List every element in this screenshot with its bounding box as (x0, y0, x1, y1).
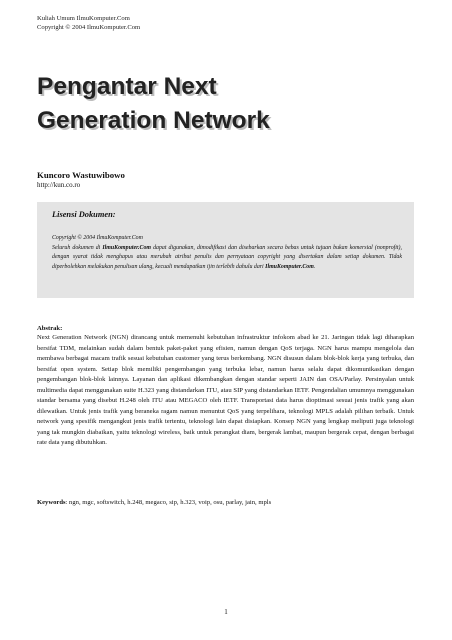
license-body-1: Seluruh dokumen di (52, 244, 103, 251)
license-text (52, 234, 402, 272)
license-box (37, 202, 414, 298)
license-brand: IlmuKomputer.Com (102, 244, 151, 251)
header-line-2: Copyright © 2004 IlmuKomputer.Com (37, 24, 141, 31)
running-header (37, 14, 140, 32)
abstract-text: Next Generation Network (NGN) dirancang untuk memenuhi kebutuhan infrastruktur infokom abad ke 21. Jaringan tidak lagi diharapkan bersifat TDM, melainkan sudah dalam bentuk paket-paket yang efisien, namun dengan QoS terjaga. NGN harus mampu mengelola dan membawa berbagai macam trafik sesuai kebutuhan customer yang terus berkembang. NGN disusun dalam blok-blok kerja yang terbuka, dan bersifat open system. Setiap blok memiliki pengembangan yang terbuka lebar, namun harus selalu dapat dikomunikasikan dengan pengembangan blok-blok lainnya. Layanan dan aplikasi dikembangkan dengan standar seperti JAIN dan OSA/Parlay. Persinyalan untuk multimedia dapat menggunakan suite H.323 yang distandarkan ITU, atau SIP yang distandarkan IETF. Pengendalian umumnya menggunakan standar bersama yang disebut H.248 oleh ITU atau MEGACO oleh IETF. Transportasi data harus dioptimasi sesuai jenis trafik yang akan dilewatkan. Untuk jenis trafik yang beraneka ragam namun menuntut QoS yang terpelihara, teknologi MPLS adalah pilihan terbaik. Untuk network yang spesifik mengangkut jenis trafik tertentu, teknologi lain dapat disiapkan. Konsep NGN yang lengkap meliputi juga teknologi yang tak mungkin diabaikan, yaitu teknologi wireless, baik untuk perangkat diam, bergerak lambat, maupun bergerak cepat, dengan berbagai rate data yang dibutuhkan. (37, 334, 414, 447)
keywords-label: Keywords (37, 499, 66, 506)
keywords-line (37, 499, 414, 506)
license-body-2: dapat digunakan, dimodifikasi dan disebarkan secara bebas untuk tujuan bukan komersial (nonprofit), dengan syarat tidak menghapus atau merubah atribut penulis dan pernyataan copyright yang disertakan dalam setiap dokumen. Tidak diperbolehkan melakukan penulisan ulang, kecuali mendapatkan ijin terlebih dahulu dari (52, 244, 402, 270)
license-copyright: Copyright © 2004 IlmuKomputer.Com (52, 235, 143, 241)
title-line-1: Pengantar Next (37, 73, 217, 100)
author-url: http://kun.co.ro (37, 181, 81, 189)
abstract-heading (37, 325, 62, 332)
license-body-3: . (313, 263, 316, 270)
abstract-label: Abstrak (37, 325, 61, 332)
license-title: Lisensi Dokumen: (52, 210, 116, 219)
keywords-text: : ngn, mgc, softswitch, h.248, megaco, sip, h.323, voip, osu, parlay, jain, mpls (65, 499, 272, 506)
author-name: Kuncoro Wastuwibowo (37, 170, 125, 180)
header-line-1: Kuliah Umum IlmuKomputer.Com (37, 15, 130, 22)
license-brand-end: IlmuKomputer.Com (265, 263, 314, 270)
title-line-2: Generation Network (37, 107, 270, 134)
document-title (37, 70, 417, 138)
page-number: 1 (224, 608, 228, 616)
license-paragraph (52, 244, 402, 273)
abstract-colon: : (60, 325, 63, 332)
